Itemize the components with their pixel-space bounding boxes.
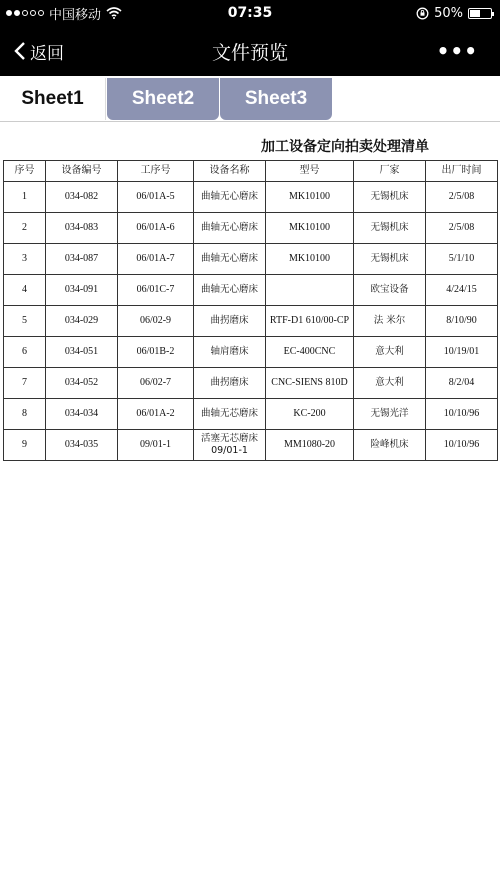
cell-equipment-id: 034-035 <box>46 430 118 461</box>
cell-process-no: 06/01C-7 <box>118 275 194 306</box>
header-equipment-id: 设备编号 <box>46 161 118 182</box>
cell-model: MK10100 <box>266 244 354 275</box>
cell-process-no: 06/01A-6 <box>118 213 194 244</box>
back-button[interactable] <box>14 39 64 64</box>
cell-manufacture-date: 8/2/04 <box>426 368 498 399</box>
cell-model: EC-400CNC <box>266 337 354 368</box>
cell-equipment-name: 曲轴无心磨床 <box>194 275 266 306</box>
cell-index: 6 <box>4 337 46 368</box>
cell-model <box>266 275 354 306</box>
cell-process-no: 06/01A-5 <box>118 182 194 213</box>
table-row <box>4 368 498 399</box>
cell-model: CNC-SIENS 810D <box>266 368 354 399</box>
table-row <box>4 337 498 368</box>
cell-equipment-name: 曲轴无心磨床 <box>194 182 266 213</box>
cell-process-no: 06/01A-2 <box>118 399 194 430</box>
table-row <box>4 306 498 337</box>
cell-process-no: 06/02-7 <box>118 368 194 399</box>
header-process-no: 工序号 <box>118 161 194 182</box>
cell-equipment-id: 034-091 <box>46 275 118 306</box>
cell-equipment-id: 034-082 <box>46 182 118 213</box>
cell-manufacture-date: 2/5/08 <box>426 182 498 213</box>
navigation-bar <box>0 26 500 76</box>
cell-index: 9 <box>4 430 46 461</box>
status-bar-left <box>6 4 122 23</box>
signal-dot <box>38 10 44 16</box>
cell-index: 5 <box>4 306 46 337</box>
cell-manufacturer: 无锡机床 <box>354 244 426 275</box>
chevron-left-icon <box>14 41 26 61</box>
cell-model: KC-200 <box>266 399 354 430</box>
tab-sheet2[interactable]: Sheet2 <box>107 78 219 120</box>
more-options-button[interactable]: ••• <box>436 39 478 63</box>
cell-equipment-name: 曲拐磨床 <box>194 306 266 337</box>
cell-manufacturer: 意大利 <box>354 337 426 368</box>
signal-dot <box>14 10 20 16</box>
cell-process-no: 06/01A-7 <box>118 244 194 275</box>
cell-equipment-name: 曲轴无心磨床 <box>194 244 266 275</box>
table-row <box>4 213 498 244</box>
signal-dot <box>22 10 28 16</box>
cell-index: 8 <box>4 399 46 430</box>
header-index: 序号 <box>4 161 46 182</box>
status-bar <box>0 0 500 26</box>
cell-equipment-id: 034-029 <box>46 306 118 337</box>
cell-manufacture-date: 10/10/96 <box>426 399 498 430</box>
cell-manufacture-date: 8/10/90 <box>426 306 498 337</box>
cell-equipment-id: 034-051 <box>46 337 118 368</box>
cell-index: 2 <box>4 213 46 244</box>
cell-manufacturer: 欧宝设备 <box>354 275 426 306</box>
cell-manufacturer: 无锡机床 <box>354 213 426 244</box>
table-row <box>4 275 498 306</box>
battery-percent: 50% <box>434 5 463 21</box>
sheet-tabs <box>0 78 500 122</box>
table-body <box>4 182 498 461</box>
table-row <box>4 430 498 461</box>
signal-strength-icon <box>6 10 44 16</box>
header-model: 型号 <box>266 161 354 182</box>
cell-index: 4 <box>4 275 46 306</box>
tab-sheet1[interactable]: Sheet1 <box>0 78 106 120</box>
cell-model: MK10100 <box>266 213 354 244</box>
cell-equipment-name: 曲轴无芯磨床 <box>194 399 266 430</box>
cell-equipment-name: 活塞无芯磨床09/01-1 <box>194 430 266 461</box>
cell-manufacturer: 险峰机床 <box>354 430 426 461</box>
cell-manufacture-date: 4/24/15 <box>426 275 498 306</box>
cell-manufacture-date: 10/10/96 <box>426 430 498 461</box>
cell-model: RTF-D1 610/00-CP <box>266 306 354 337</box>
status-time: 07:35 <box>227 5 273 21</box>
cell-equipment-id: 034-034 <box>46 399 118 430</box>
header-manufacturer: 厂家 <box>354 161 426 182</box>
back-button-label: 返回 <box>30 43 64 64</box>
cell-manufacturer: 无锡机床 <box>354 182 426 213</box>
cell-manufacturer: 意大利 <box>354 368 426 399</box>
header-equipment-name: 设备名称 <box>194 161 266 182</box>
battery-level <box>470 10 480 17</box>
carrier-name: 中国移动 <box>49 7 102 23</box>
cell-index: 7 <box>4 368 46 399</box>
wifi-icon <box>106 7 122 19</box>
sheet-title: 加工设备定向拍卖处理清单 <box>261 139 429 155</box>
cell-equipment-id: 034-083 <box>46 213 118 244</box>
cell-index: 1 <box>4 182 46 213</box>
table-row <box>4 399 498 430</box>
cell-equipment-name: 曲轴无心磨床 <box>194 213 266 244</box>
page-title: 文件预览 <box>211 41 288 64</box>
cell-manufacturer: 法 米尔 <box>354 306 426 337</box>
cell-manufacture-date: 5/1/10 <box>426 244 498 275</box>
cell-equipment-name: 轴肩磨床 <box>194 337 266 368</box>
tab-sheet3[interactable]: Sheet3 <box>220 78 332 120</box>
signal-dot <box>30 10 36 16</box>
cell-process-no: 09/01-1 <box>118 430 194 461</box>
spreadsheet-table <box>3 160 498 461</box>
cell-equipment-name: 曲拐磨床 <box>194 368 266 399</box>
cell-process-no: 06/02-9 <box>118 306 194 337</box>
cell-manufacturer: 无锡光洋 <box>354 399 426 430</box>
signal-dot <box>6 10 12 16</box>
cell-equipment-id: 034-052 <box>46 368 118 399</box>
cell-equipment-id: 034-087 <box>46 244 118 275</box>
table-row <box>4 244 498 275</box>
cell-manufacture-date: 2/5/08 <box>426 213 498 244</box>
cell-model: MM1080-20 <box>266 430 354 461</box>
table-header-row <box>4 161 498 182</box>
cell-model: MK10100 <box>266 182 354 213</box>
battery-icon <box>468 8 492 19</box>
cell-manufacture-date: 10/19/01 <box>426 337 498 368</box>
cell-index: 3 <box>4 244 46 275</box>
header-manufacture-date: 出厂时间 <box>426 161 498 182</box>
cell-process-no: 06/01B-2 <box>118 337 194 368</box>
orientation-lock-icon <box>416 7 429 20</box>
table-row <box>4 182 498 213</box>
status-bar-right <box>416 6 492 21</box>
